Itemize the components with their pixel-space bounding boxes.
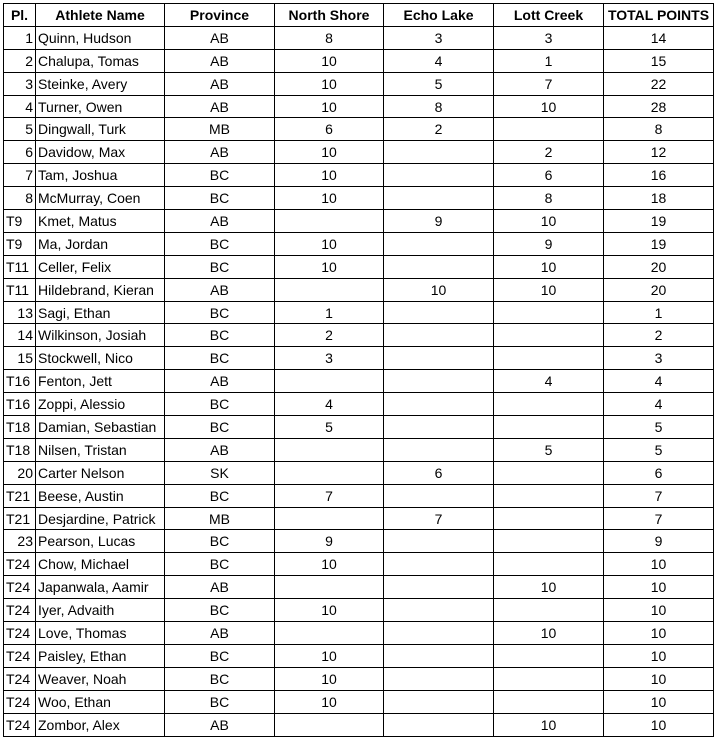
total-points-cell: 20 bbox=[604, 255, 714, 278]
total-points-cell: 4 bbox=[604, 370, 714, 393]
echo-lake-cell: 7 bbox=[384, 507, 494, 530]
place-cell: T24 bbox=[4, 553, 36, 576]
echo-lake-cell bbox=[384, 164, 494, 187]
echo-lake-cell bbox=[384, 324, 494, 347]
province-cell: MB bbox=[165, 118, 275, 141]
athlete-name-cell: Pearson, Lucas bbox=[36, 530, 165, 553]
province-cell: AB bbox=[165, 576, 275, 599]
total-points-cell: 22 bbox=[604, 72, 714, 95]
north-shore-cell bbox=[275, 438, 384, 461]
north-shore-cell: 7 bbox=[275, 484, 384, 507]
province-cell: BC bbox=[165, 667, 275, 690]
province-cell: BC bbox=[165, 187, 275, 210]
athlete-name-cell: Zoppi, Alessio bbox=[36, 393, 165, 416]
athlete-name-cell: Chalupa, Tomas bbox=[36, 49, 165, 72]
province-cell: AB bbox=[165, 141, 275, 164]
header-total-points: TOTAL POINTS bbox=[604, 4, 714, 27]
echo-lake-cell: 8 bbox=[384, 95, 494, 118]
north-shore-cell bbox=[275, 713, 384, 736]
echo-lake-cell: 3 bbox=[384, 26, 494, 49]
province-cell: BC bbox=[165, 644, 275, 667]
place-cell: 5 bbox=[4, 118, 36, 141]
athlete-name-cell: Damian, Sebastian bbox=[36, 416, 165, 439]
results-table bbox=[3, 3, 714, 737]
table-row bbox=[4, 484, 714, 507]
total-points-cell: 4 bbox=[604, 393, 714, 416]
athlete-name-cell: Ma, Jordan bbox=[36, 232, 165, 255]
echo-lake-cell bbox=[384, 187, 494, 210]
table-row bbox=[4, 438, 714, 461]
province-cell: AB bbox=[165, 370, 275, 393]
north-shore-cell bbox=[275, 461, 384, 484]
lott-creek-cell bbox=[494, 461, 604, 484]
echo-lake-cell: 10 bbox=[384, 278, 494, 301]
lott-creek-cell: 10 bbox=[494, 210, 604, 233]
total-points-cell: 5 bbox=[604, 416, 714, 439]
athlete-name-cell: Davidow, Max bbox=[36, 141, 165, 164]
lott-creek-cell bbox=[494, 553, 604, 576]
athlete-name-cell: Chow, Michael bbox=[36, 553, 165, 576]
province-cell: SK bbox=[165, 461, 275, 484]
province-cell: AB bbox=[165, 622, 275, 645]
north-shore-cell: 10 bbox=[275, 49, 384, 72]
province-cell: MB bbox=[165, 507, 275, 530]
lott-creek-cell: 10 bbox=[494, 278, 604, 301]
province-cell: AB bbox=[165, 438, 275, 461]
total-points-cell: 7 bbox=[604, 484, 714, 507]
echo-lake-cell bbox=[384, 232, 494, 255]
province-cell: BC bbox=[165, 255, 275, 278]
athlete-name-cell: Hildebrand, Kieran bbox=[36, 278, 165, 301]
province-cell: BC bbox=[165, 301, 275, 324]
place-cell: 4 bbox=[4, 95, 36, 118]
place-cell: T9 bbox=[4, 232, 36, 255]
province-cell: BC bbox=[165, 484, 275, 507]
echo-lake-cell bbox=[384, 301, 494, 324]
header-province: Province bbox=[165, 4, 275, 27]
echo-lake-cell: 4 bbox=[384, 49, 494, 72]
province-cell: BC bbox=[165, 599, 275, 622]
echo-lake-cell bbox=[384, 347, 494, 370]
place-cell: T21 bbox=[4, 507, 36, 530]
table-row bbox=[4, 576, 714, 599]
echo-lake-cell bbox=[384, 599, 494, 622]
echo-lake-cell bbox=[384, 141, 494, 164]
table-row bbox=[4, 507, 714, 530]
north-shore-cell: 10 bbox=[275, 644, 384, 667]
echo-lake-cell: 5 bbox=[384, 72, 494, 95]
athlete-name-cell: Quinn, Hudson bbox=[36, 26, 165, 49]
table-row bbox=[4, 210, 714, 233]
lott-creek-cell: 9 bbox=[494, 232, 604, 255]
province-cell: BC bbox=[165, 347, 275, 370]
lott-creek-cell bbox=[494, 530, 604, 553]
table-row bbox=[4, 278, 714, 301]
total-points-cell: 10 bbox=[604, 644, 714, 667]
north-shore-cell: 10 bbox=[275, 164, 384, 187]
place-cell: T11 bbox=[4, 278, 36, 301]
lott-creek-cell bbox=[494, 507, 604, 530]
athlete-name-cell: Japanwala, Aamir bbox=[36, 576, 165, 599]
echo-lake-cell bbox=[384, 416, 494, 439]
province-cell: AB bbox=[165, 278, 275, 301]
province-cell: BC bbox=[165, 416, 275, 439]
athlete-name-cell: Carter Nelson bbox=[36, 461, 165, 484]
place-cell: T16 bbox=[4, 370, 36, 393]
lott-creek-cell: 4 bbox=[494, 370, 604, 393]
lott-creek-cell bbox=[494, 644, 604, 667]
north-shore-cell: 1 bbox=[275, 301, 384, 324]
total-points-cell: 10 bbox=[604, 576, 714, 599]
echo-lake-cell bbox=[384, 576, 494, 599]
north-shore-cell: 10 bbox=[275, 232, 384, 255]
place-cell: T24 bbox=[4, 622, 36, 645]
province-cell: AB bbox=[165, 210, 275, 233]
lott-creek-cell bbox=[494, 484, 604, 507]
echo-lake-cell bbox=[384, 255, 494, 278]
lott-creek-cell bbox=[494, 393, 604, 416]
table-row bbox=[4, 553, 714, 576]
place-cell: T9 bbox=[4, 210, 36, 233]
echo-lake-cell bbox=[384, 667, 494, 690]
total-points-cell: 18 bbox=[604, 187, 714, 210]
province-cell: AB bbox=[165, 26, 275, 49]
province-cell: BC bbox=[165, 553, 275, 576]
place-cell: T21 bbox=[4, 484, 36, 507]
header-echo-lake: Echo Lake bbox=[384, 4, 494, 27]
lott-creek-cell: 10 bbox=[494, 255, 604, 278]
north-shore-cell bbox=[275, 576, 384, 599]
north-shore-cell: 9 bbox=[275, 530, 384, 553]
table-row bbox=[4, 118, 714, 141]
place-cell: T24 bbox=[4, 599, 36, 622]
athlete-name-cell: Beese, Austin bbox=[36, 484, 165, 507]
total-points-cell: 15 bbox=[604, 49, 714, 72]
header-north-shore: North Shore bbox=[275, 4, 384, 27]
total-points-cell: 3 bbox=[604, 347, 714, 370]
north-shore-cell: 10 bbox=[275, 95, 384, 118]
total-points-cell: 10 bbox=[604, 599, 714, 622]
table-row bbox=[4, 301, 714, 324]
header-lott-creek: Lott Creek bbox=[494, 4, 604, 27]
athlete-name-cell: Iyer, Advaith bbox=[36, 599, 165, 622]
lott-creek-cell: 10 bbox=[494, 576, 604, 599]
place-cell: 15 bbox=[4, 347, 36, 370]
province-cell: AB bbox=[165, 95, 275, 118]
header-row bbox=[4, 4, 714, 27]
north-shore-cell: 10 bbox=[275, 553, 384, 576]
place-cell: 8 bbox=[4, 187, 36, 210]
athlete-name-cell: Woo, Ethan bbox=[36, 690, 165, 713]
place-cell: T24 bbox=[4, 690, 36, 713]
total-points-cell: 19 bbox=[604, 232, 714, 255]
table-row bbox=[4, 26, 714, 49]
echo-lake-cell bbox=[384, 622, 494, 645]
athlete-name-cell: Love, Thomas bbox=[36, 622, 165, 645]
lott-creek-cell bbox=[494, 599, 604, 622]
place-cell: 3 bbox=[4, 72, 36, 95]
north-shore-cell bbox=[275, 278, 384, 301]
table-row bbox=[4, 530, 714, 553]
place-cell: T24 bbox=[4, 576, 36, 599]
athlete-name-cell: McMurray, Coen bbox=[36, 187, 165, 210]
athlete-name-cell: Steinke, Avery bbox=[36, 72, 165, 95]
place-cell: T18 bbox=[4, 438, 36, 461]
lott-creek-cell: 7 bbox=[494, 72, 604, 95]
place-cell: 20 bbox=[4, 461, 36, 484]
province-cell: BC bbox=[165, 164, 275, 187]
total-points-cell: 2 bbox=[604, 324, 714, 347]
province-cell: AB bbox=[165, 713, 275, 736]
total-points-cell: 10 bbox=[604, 553, 714, 576]
athlete-name-cell: Desjardine, Patrick bbox=[36, 507, 165, 530]
place-cell: T18 bbox=[4, 416, 36, 439]
lott-creek-cell: 8 bbox=[494, 187, 604, 210]
place-cell: 6 bbox=[4, 141, 36, 164]
table-row bbox=[4, 370, 714, 393]
north-shore-cell: 10 bbox=[275, 667, 384, 690]
lott-creek-cell bbox=[494, 324, 604, 347]
athlete-name-cell: Celler, Felix bbox=[36, 255, 165, 278]
echo-lake-cell bbox=[384, 644, 494, 667]
total-points-cell: 12 bbox=[604, 141, 714, 164]
table-row bbox=[4, 347, 714, 370]
athlete-name-cell: Wilkinson, Josiah bbox=[36, 324, 165, 347]
north-shore-cell: 2 bbox=[275, 324, 384, 347]
place-cell: T24 bbox=[4, 667, 36, 690]
total-points-cell: 20 bbox=[604, 278, 714, 301]
table-row bbox=[4, 690, 714, 713]
echo-lake-cell: 9 bbox=[384, 210, 494, 233]
lott-creek-cell bbox=[494, 118, 604, 141]
place-cell: 13 bbox=[4, 301, 36, 324]
place-cell: 23 bbox=[4, 530, 36, 553]
total-points-cell: 10 bbox=[604, 622, 714, 645]
place-cell: T24 bbox=[4, 713, 36, 736]
table-row bbox=[4, 72, 714, 95]
echo-lake-cell: 2 bbox=[384, 118, 494, 141]
echo-lake-cell bbox=[384, 393, 494, 416]
echo-lake-cell bbox=[384, 690, 494, 713]
athlete-name-cell: Weaver, Noah bbox=[36, 667, 165, 690]
north-shore-cell: 6 bbox=[275, 118, 384, 141]
athlete-name-cell: Zombor, Alex bbox=[36, 713, 165, 736]
table-row bbox=[4, 599, 714, 622]
header-athlete-name: Athlete Name bbox=[36, 4, 165, 27]
athlete-name-cell: Fenton, Jett bbox=[36, 370, 165, 393]
echo-lake-cell bbox=[384, 530, 494, 553]
province-cell: BC bbox=[165, 232, 275, 255]
lott-creek-cell: 1 bbox=[494, 49, 604, 72]
north-shore-cell bbox=[275, 622, 384, 645]
province-cell: BC bbox=[165, 530, 275, 553]
province-cell: AB bbox=[165, 72, 275, 95]
table-row bbox=[4, 622, 714, 645]
table-row bbox=[4, 644, 714, 667]
total-points-cell: 19 bbox=[604, 210, 714, 233]
north-shore-cell: 10 bbox=[275, 72, 384, 95]
echo-lake-cell bbox=[384, 553, 494, 576]
north-shore-cell: 10 bbox=[275, 599, 384, 622]
athlete-name-cell: Turner, Owen bbox=[36, 95, 165, 118]
total-points-cell: 28 bbox=[604, 95, 714, 118]
province-cell: BC bbox=[165, 324, 275, 347]
total-points-cell: 6 bbox=[604, 461, 714, 484]
place-cell: T24 bbox=[4, 644, 36, 667]
total-points-cell: 10 bbox=[604, 713, 714, 736]
athlete-name-cell: Stockwell, Nico bbox=[36, 347, 165, 370]
table-body bbox=[4, 26, 714, 736]
athlete-name-cell: Nilsen, Tristan bbox=[36, 438, 165, 461]
athlete-name-cell: Kmet, Matus bbox=[36, 210, 165, 233]
total-points-cell: 8 bbox=[604, 118, 714, 141]
table-row bbox=[4, 461, 714, 484]
table-row bbox=[4, 667, 714, 690]
lott-creek-cell: 10 bbox=[494, 622, 604, 645]
province-cell: AB bbox=[165, 49, 275, 72]
table-row bbox=[4, 164, 714, 187]
lott-creek-cell: 10 bbox=[494, 713, 604, 736]
lott-creek-cell bbox=[494, 416, 604, 439]
total-points-cell: 10 bbox=[604, 667, 714, 690]
total-points-cell: 9 bbox=[604, 530, 714, 553]
lott-creek-cell: 5 bbox=[494, 438, 604, 461]
athlete-name-cell: Sagi, Ethan bbox=[36, 301, 165, 324]
header-place: Pl. bbox=[4, 4, 36, 27]
table-row bbox=[4, 713, 714, 736]
lott-creek-cell bbox=[494, 690, 604, 713]
north-shore-cell: 10 bbox=[275, 187, 384, 210]
table-row bbox=[4, 49, 714, 72]
north-shore-cell bbox=[275, 210, 384, 233]
north-shore-cell: 5 bbox=[275, 416, 384, 439]
north-shore-cell bbox=[275, 507, 384, 530]
total-points-cell: 1 bbox=[604, 301, 714, 324]
athlete-name-cell: Paisley, Ethan bbox=[36, 644, 165, 667]
province-cell: BC bbox=[165, 690, 275, 713]
athlete-name-cell: Tam, Joshua bbox=[36, 164, 165, 187]
place-cell: 7 bbox=[4, 164, 36, 187]
table-row bbox=[4, 255, 714, 278]
lott-creek-cell: 2 bbox=[494, 141, 604, 164]
lott-creek-cell bbox=[494, 301, 604, 324]
lott-creek-cell: 10 bbox=[494, 95, 604, 118]
place-cell: T11 bbox=[4, 255, 36, 278]
echo-lake-cell bbox=[384, 370, 494, 393]
total-points-cell: 7 bbox=[604, 507, 714, 530]
place-cell: 1 bbox=[4, 26, 36, 49]
north-shore-cell: 10 bbox=[275, 690, 384, 713]
lott-creek-cell bbox=[494, 347, 604, 370]
table-row bbox=[4, 95, 714, 118]
table-row bbox=[4, 324, 714, 347]
lott-creek-cell bbox=[494, 667, 604, 690]
total-points-cell: 10 bbox=[604, 690, 714, 713]
table-row bbox=[4, 416, 714, 439]
place-cell: T16 bbox=[4, 393, 36, 416]
north-shore-cell: 8 bbox=[275, 26, 384, 49]
table-row bbox=[4, 232, 714, 255]
place-cell: 14 bbox=[4, 324, 36, 347]
echo-lake-cell bbox=[384, 713, 494, 736]
north-shore-cell bbox=[275, 370, 384, 393]
table-row bbox=[4, 187, 714, 210]
north-shore-cell: 10 bbox=[275, 255, 384, 278]
echo-lake-cell: 6 bbox=[384, 461, 494, 484]
echo-lake-cell bbox=[384, 484, 494, 507]
table-row bbox=[4, 141, 714, 164]
place-cell: 2 bbox=[4, 49, 36, 72]
north-shore-cell: 4 bbox=[275, 393, 384, 416]
lott-creek-cell: 6 bbox=[494, 164, 604, 187]
north-shore-cell: 3 bbox=[275, 347, 384, 370]
total-points-cell: 5 bbox=[604, 438, 714, 461]
echo-lake-cell bbox=[384, 438, 494, 461]
athlete-name-cell: Dingwall, Turk bbox=[36, 118, 165, 141]
total-points-cell: 16 bbox=[604, 164, 714, 187]
table-row bbox=[4, 393, 714, 416]
lott-creek-cell: 3 bbox=[494, 26, 604, 49]
province-cell: BC bbox=[165, 393, 275, 416]
total-points-cell: 14 bbox=[604, 26, 714, 49]
north-shore-cell: 10 bbox=[275, 141, 384, 164]
